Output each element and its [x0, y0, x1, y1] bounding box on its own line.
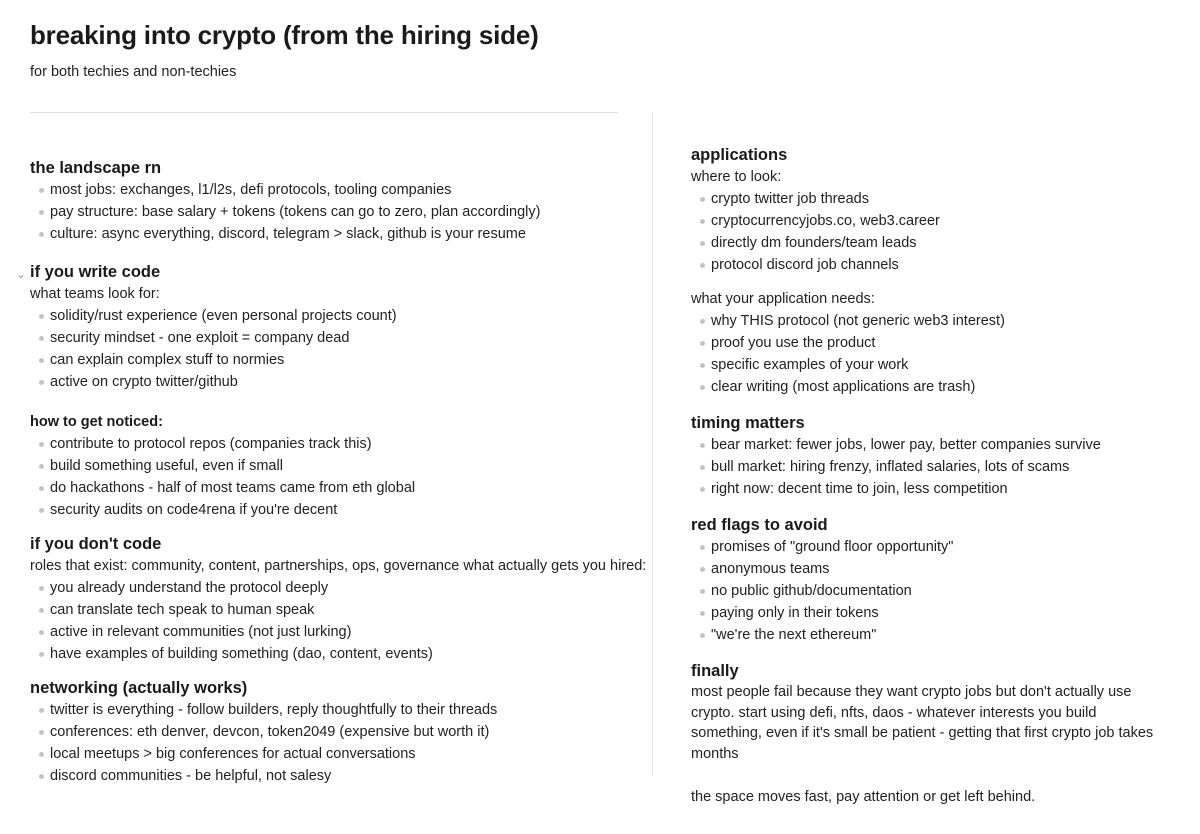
section-intro: what teams look for:: [30, 286, 160, 302]
list-item: paying only in their tokens: [691, 602, 1171, 624]
title-divider: [30, 112, 618, 113]
list-item: proof you use the product: [691, 332, 1171, 354]
list-item: can explain complex stuff to normies: [30, 349, 630, 371]
list-item: conferences: eth denver, devcon, token2049 (expensive but worth it): [30, 721, 630, 743]
section-heading: applications: [691, 146, 788, 164]
list-item: active in relevant communities (not just lurking): [30, 621, 630, 643]
page-title: breaking into crypto (from the hiring side): [30, 20, 539, 50]
section-heading[interactable]: [16, 261, 630, 283]
section-networking: [30, 677, 630, 787]
chevron-down-icon[interactable]: ⌄: [16, 267, 27, 281]
section-red-flags: [691, 514, 1171, 646]
list-item: anonymous teams: [691, 558, 1171, 580]
list-item: security audits on code4rena if you're decent: [30, 499, 630, 521]
section-heading: if you don't code: [30, 535, 162, 553]
page-subtitle: for both techies and non-techies: [30, 64, 237, 80]
list-item: crypto twitter job threads: [691, 188, 1171, 210]
list-item: directly dm founders/team leads: [691, 232, 1171, 254]
section-write-code: [16, 261, 630, 521]
closing-line: the space moves fast, pay attention or get left behind.: [691, 789, 1036, 805]
list-item: local meetups > big conferences for actual conversations: [30, 743, 630, 765]
section-heading: finally: [691, 662, 739, 680]
list-item: have examples of building something (dao, content, events): [30, 643, 630, 665]
section-heading-label: if you write code: [30, 263, 161, 281]
list-item: most jobs: exchanges, l1/l2s, defi protocols, tooling companies: [30, 179, 630, 201]
section-intro: roles that exist: community, content, partnerships, ops, governance what actually gets you hired:: [30, 558, 647, 574]
section-timing: [691, 412, 1171, 500]
section-heading: the landscape rn: [30, 159, 162, 177]
list-item: right now: decent time to join, less competition: [691, 478, 1171, 500]
list-item: build something useful, even if small: [30, 455, 630, 477]
list-item: twitter is everything - follow builders, reply thoughtfully to their threads: [30, 699, 630, 721]
list-item: bear market: fewer jobs, lower pay, better companies survive: [691, 434, 1171, 456]
section-intro: where to look:: [691, 169, 782, 185]
list-item: do hackathons - half of most teams came from eth global: [30, 477, 630, 499]
left-column: [16, 157, 647, 787]
section-intro: what your application needs:: [691, 291, 875, 307]
list-item: discord communities - be helpful, not salesy: [30, 765, 630, 787]
list-item: active on crypto twitter/github: [30, 371, 630, 393]
list-item: protocol discord job channels: [691, 254, 1171, 276]
section-dont-code: [30, 533, 647, 665]
list-item: "we're the next ethereum": [691, 624, 1171, 646]
section-paragraph: most people fail because they want crypto jobs but don't actually use crypto. start using defi, nfts, daos - whatever interests you build something, even if it's small be patient - getting that first crypto job takes months: [691, 684, 1154, 762]
section-landscape: [30, 157, 630, 245]
list-item: you already understand the protocol deeply: [30, 577, 630, 599]
section-finally: [691, 660, 1171, 808]
list-item: why THIS protocol (not generic web3 interest): [691, 310, 1171, 332]
list-item: pay structure: base salary + tokens (tokens can go to zero, plan accordingly): [30, 201, 630, 223]
list-item: solidity/rust experience (even personal projects count): [30, 305, 630, 327]
list-item: no public github/documentation: [691, 580, 1171, 602]
list-item: bull market: hiring frenzy, inflated salaries, lots of scams: [691, 456, 1171, 478]
list-item: contribute to protocol repos (companies track this): [30, 433, 630, 455]
list-item: clear writing (most applications are trash): [691, 376, 1171, 398]
section-heading: red flags to avoid: [691, 516, 828, 534]
list-item: specific examples of your work: [691, 354, 1171, 376]
list-item: cryptocurrencyjobs.co, web3.career: [691, 210, 1171, 232]
section-applications: [691, 144, 1171, 398]
list-item: can translate tech speak to human speak: [30, 599, 630, 621]
subsection-heading: how to get noticed:: [30, 414, 163, 430]
list-item: culture: async everything, discord, telegram > slack, github is your resume: [30, 223, 630, 245]
column-divider: [652, 112, 653, 776]
section-heading: timing matters: [691, 414, 805, 432]
right-column: [691, 144, 1171, 808]
list-item: security mindset - one exploit = company dead: [30, 327, 630, 349]
list-item: promises of "ground floor opportunity": [691, 536, 1171, 558]
section-heading: networking (actually works): [30, 679, 248, 697]
